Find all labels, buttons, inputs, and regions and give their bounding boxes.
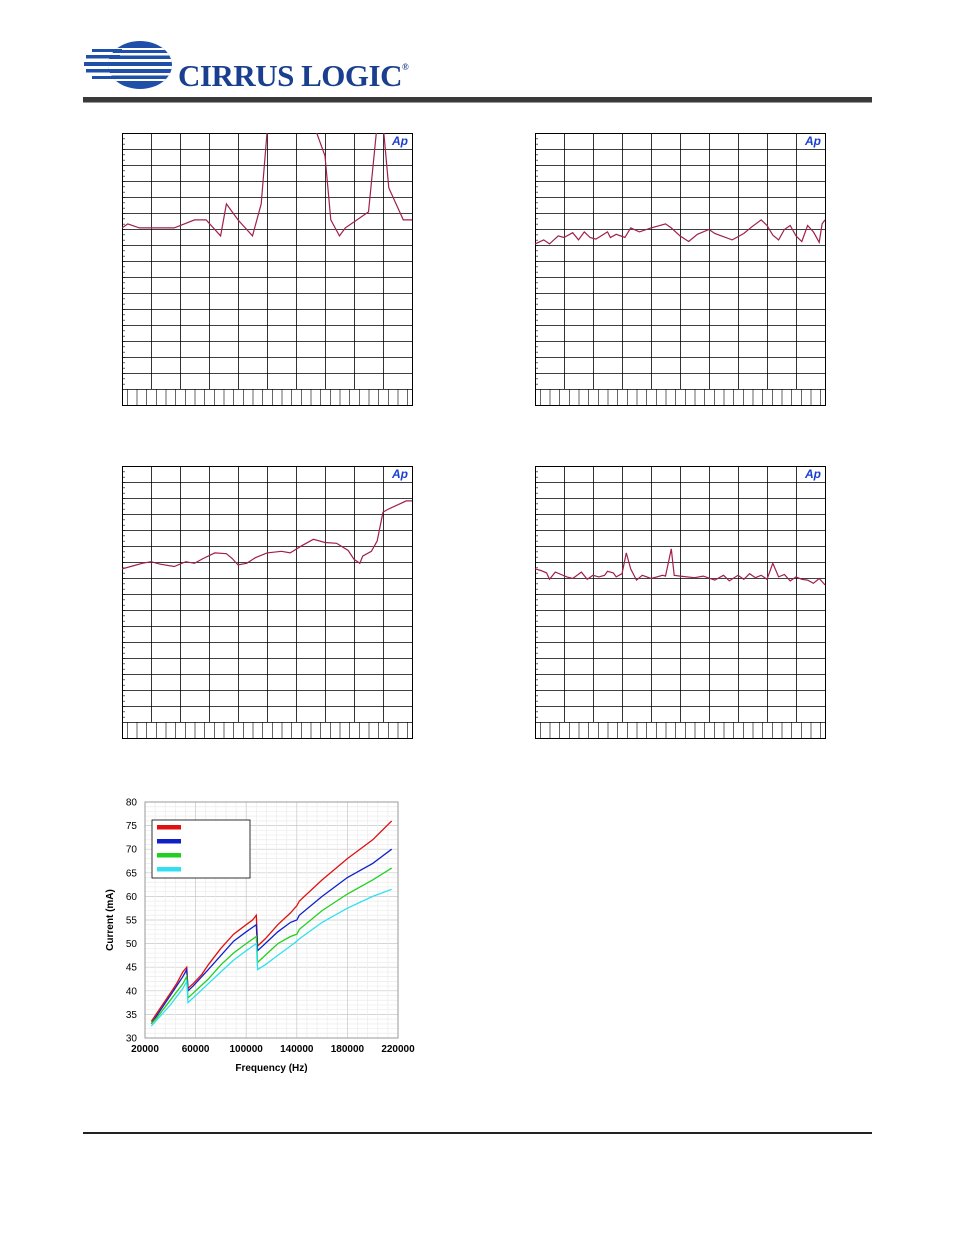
x-tick-label: 60000 xyxy=(181,1044,210,1055)
current-vs-frequency-chart xyxy=(100,794,420,1089)
y-tick-label: 40 xyxy=(125,986,137,998)
ap-watermark: Ap xyxy=(392,467,408,481)
y-tick-label: 60 xyxy=(125,891,137,903)
y-tick-label: 55 xyxy=(125,915,137,927)
y-tick-label: 65 xyxy=(125,868,137,880)
footer-rule xyxy=(83,1132,872,1134)
ap-plot-4 xyxy=(535,466,826,739)
header-rule xyxy=(83,97,872,102)
legend-swatch-3 xyxy=(157,853,181,858)
legend-swatch-4 xyxy=(157,867,181,872)
ap-plot-1 xyxy=(122,133,413,406)
y-tick-label: 80 xyxy=(125,797,137,809)
y-tick-label: 35 xyxy=(125,1009,137,1021)
cirrus-logo-mark xyxy=(84,40,174,90)
ap-watermark: Ap xyxy=(805,467,821,481)
legend-swatch-2 xyxy=(157,839,181,844)
ap-watermark: Ap xyxy=(805,134,821,148)
ap-plot-2 xyxy=(535,133,826,406)
y-tick-label: 75 xyxy=(125,821,137,833)
x-tick-label: 140000 xyxy=(280,1044,314,1055)
y-axis-label: Current (mA) xyxy=(105,889,116,951)
ap-plot-3 xyxy=(122,466,413,739)
x-tick-label: 180000 xyxy=(330,1044,365,1055)
y-tick-label: 50 xyxy=(125,939,137,951)
y-tick-label: 70 xyxy=(125,844,137,856)
x-tick-label: 100000 xyxy=(229,1044,263,1055)
x-tick-label: 220000 xyxy=(381,1044,415,1055)
chart-legend xyxy=(152,820,250,878)
x-axis-label: Frequency (Hz) xyxy=(235,1063,308,1074)
x-tick-label: 20000 xyxy=(131,1044,159,1055)
y-tick-label: 45 xyxy=(125,962,137,974)
ap-watermark: Ap xyxy=(392,134,408,148)
cirrus-logo-text: CIRRUS LOGIC® xyxy=(178,58,409,93)
y-tick-label: 30 xyxy=(125,1033,137,1045)
legend-swatch-1 xyxy=(157,825,181,830)
